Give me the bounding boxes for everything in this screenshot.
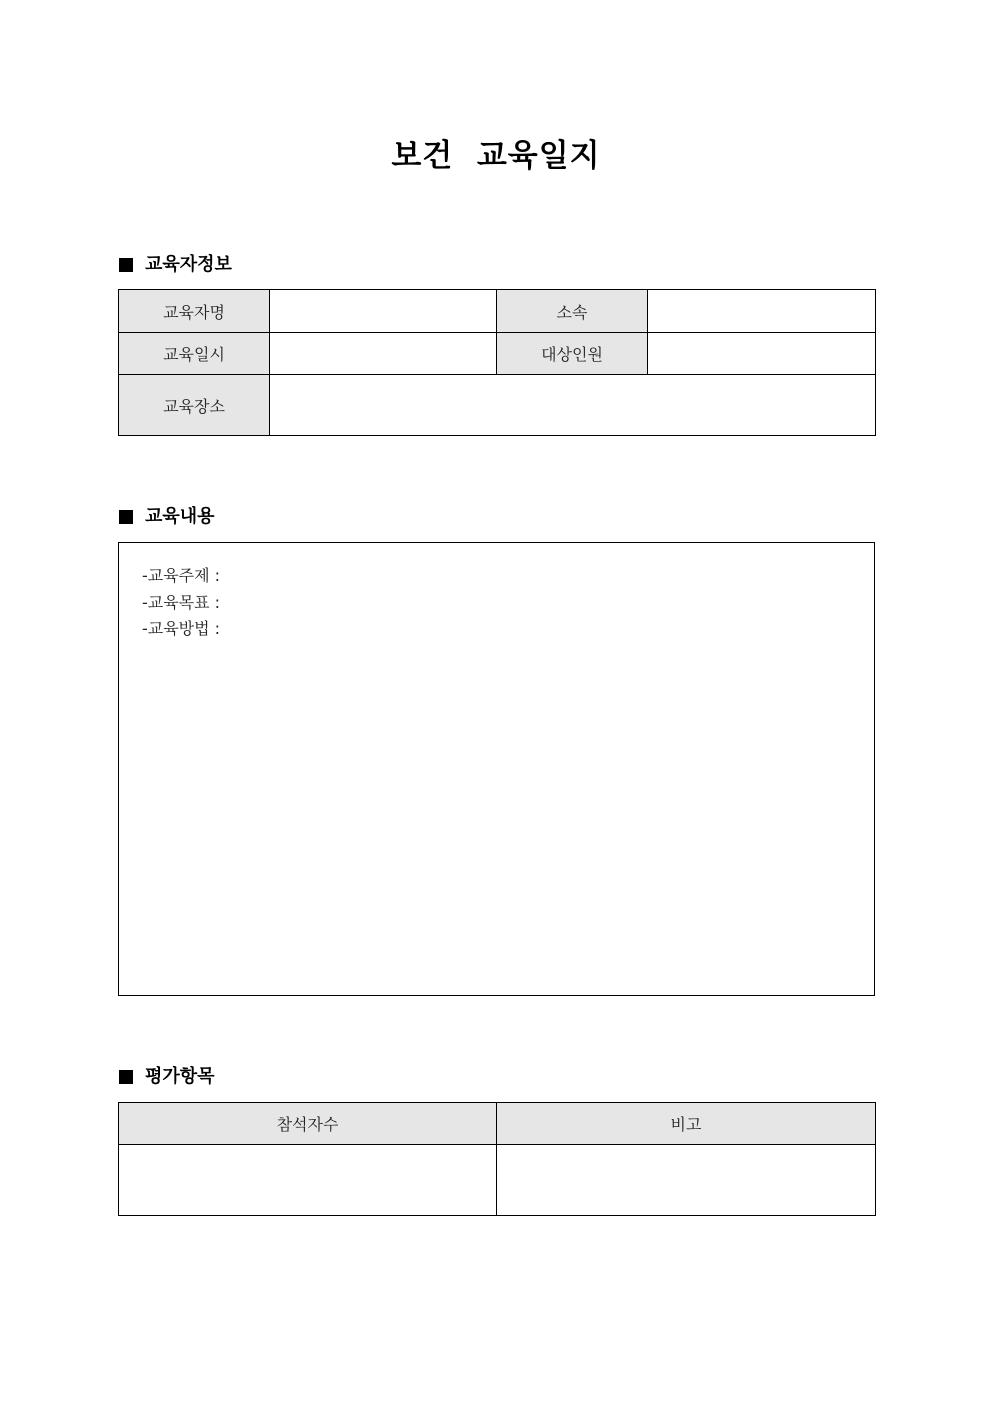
content-section-title: 교육내용	[145, 506, 215, 527]
square-bullet-icon	[119, 1070, 133, 1084]
document-title: 보건 교육일지	[391, 138, 601, 174]
affiliation-field[interactable]	[648, 290, 876, 333]
remarks-field[interactable]	[497, 1145, 876, 1216]
instructor-name-label: 교육자명	[119, 290, 270, 333]
instructor-info-table	[118, 289, 876, 436]
instructor-name-field[interactable]	[270, 290, 497, 333]
evaluation-section-heading	[119, 1065, 215, 1089]
training-datetime-field[interactable]	[270, 333, 497, 375]
instructor-section-title: 교육자정보	[145, 254, 232, 275]
target-headcount-field[interactable]	[648, 333, 876, 375]
affiliation-label: 소속	[497, 290, 648, 333]
attendee-count-header: 참석자수	[119, 1103, 497, 1145]
training-content-box[interactable]	[118, 542, 875, 996]
training-topic-line: -교육주제 :	[142, 566, 221, 585]
table-row	[119, 333, 876, 375]
target-headcount-label: 대상인원	[497, 333, 648, 375]
training-place-label: 교육장소	[119, 375, 270, 436]
square-bullet-icon	[119, 510, 133, 524]
remarks-header: 비고	[497, 1103, 876, 1145]
table-row	[119, 1145, 876, 1216]
training-datetime-label: 교육일시	[119, 333, 270, 375]
table-row	[119, 290, 876, 333]
attendee-count-field[interactable]	[119, 1145, 497, 1216]
evaluation-table	[118, 1102, 876, 1216]
training-place-field[interactable]	[270, 375, 876, 436]
table-row	[119, 375, 876, 436]
evaluation-section-title: 평가항목	[145, 1066, 215, 1087]
content-section-heading	[119, 505, 215, 529]
table-header-row	[119, 1103, 876, 1145]
training-goal-line: -교육목표 :	[142, 592, 221, 612]
training-method-line: -교육방법 :	[142, 619, 221, 638]
instructor-section-heading	[119, 253, 232, 277]
square-bullet-icon	[119, 258, 133, 272]
